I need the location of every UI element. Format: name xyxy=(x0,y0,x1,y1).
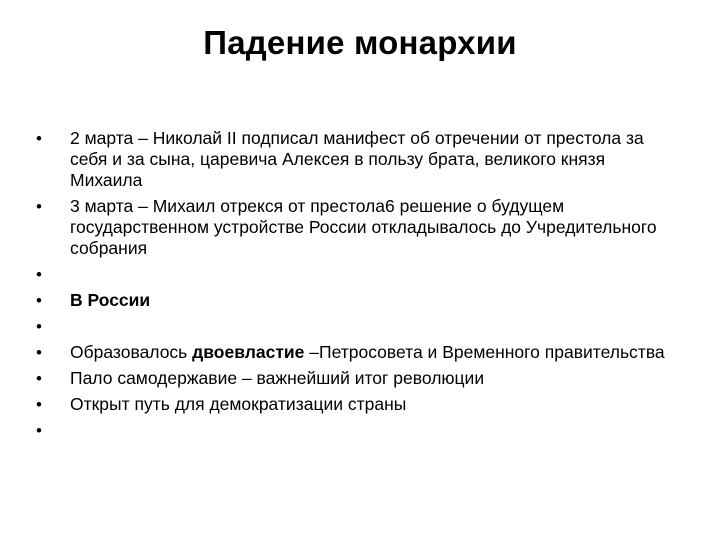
bullet-text-after: –Петросовета и Временного правительства xyxy=(304,342,665,362)
bullet-dot: • xyxy=(36,395,42,414)
bullet-item-6 xyxy=(36,342,666,363)
bullet-item-3 xyxy=(36,264,666,285)
bullet-item-5 xyxy=(36,316,666,337)
bullet-item-2 xyxy=(36,196,666,259)
bullet-text: Открыт путь для демократизации страны xyxy=(70,394,407,414)
bullet-item-4 xyxy=(36,290,666,311)
bullet-text: 3 марта – Михаил отрекся от престола6 решение о будущем государственном устройстве России откладывалось до Учредительного собрания xyxy=(70,196,657,258)
bullet-dot: • xyxy=(36,197,42,216)
bullet-item-1 xyxy=(36,128,666,191)
bullet-dot: • xyxy=(36,421,42,440)
bullet-text: Пало самодержавие – важнейший итог революции xyxy=(70,368,485,388)
bullet-item-8 xyxy=(36,394,666,415)
bullet-text: В России xyxy=(70,290,151,310)
bullet-dot: • xyxy=(36,291,42,310)
bullet-dot: • xyxy=(36,129,42,148)
bullet-text-before: Образовалось xyxy=(70,342,193,362)
bullet-dot: • xyxy=(36,369,42,388)
bullet-text-bold: двоевластие xyxy=(192,342,305,362)
bullet-text: 2 марта – Николай II подписал манифест об отречении от престола за себя и за сына, царевича Алексея в пользу брата, великого князя Михаила xyxy=(70,128,644,190)
bullet-dot: • xyxy=(36,265,42,284)
bullet-item-7 xyxy=(36,368,666,389)
bullet-list xyxy=(36,128,666,446)
bullet-dot: • xyxy=(36,343,42,362)
slide-title: Падение монархии xyxy=(203,24,517,61)
bullet-item-9 xyxy=(36,420,666,441)
bullet-dot: • xyxy=(36,317,42,336)
